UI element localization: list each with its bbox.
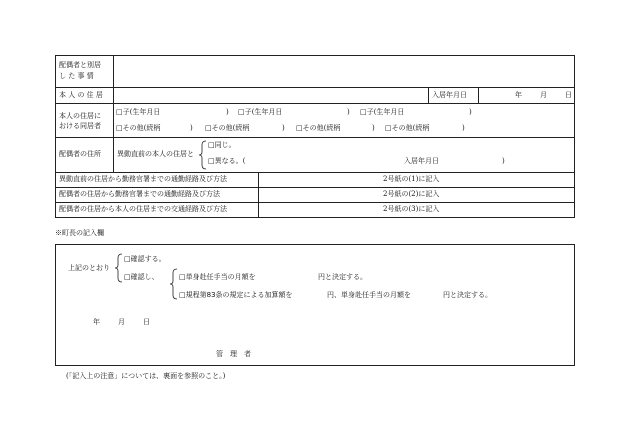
child-checkbox[interactable]: □子(生年月日	[238, 108, 283, 116]
additional-amount-checkbox[interactable]: □規程第83条の規定による加算額を	[179, 291, 293, 299]
other-relative-checkbox[interactable]: □その他(続柄	[116, 124, 161, 132]
table-rule	[55, 87, 575, 88]
bracket-close: )	[502, 157, 505, 165]
route-label: 配偶者の住居から勤務官署までの通勤経路及び方法	[59, 190, 220, 198]
brace-icon	[199, 140, 207, 170]
bracket-close: )	[469, 108, 472, 116]
table-rule	[55, 202, 575, 203]
route-value: 2号紙の(1)に記入	[383, 175, 440, 183]
row-label-cohabitants: おける同居者	[59, 122, 101, 130]
bracket-close: )	[190, 124, 193, 132]
mayor-section-heading: ※町長の記入欄	[55, 229, 104, 237]
other-relative-checkbox[interactable]: □その他(続柄	[385, 124, 430, 132]
route-label: 異動直前の住居から勤務官署までの通勤経路及び方法	[59, 175, 227, 183]
table-border-left	[55, 55, 56, 218]
allowance-amount-checkbox[interactable]: □単身赴任手当の月額を	[179, 273, 256, 281]
bracket-close: )	[282, 124, 285, 132]
row-label-spouse-address: 配偶者の住所	[59, 150, 101, 158]
separation-reason-field[interactable]	[115, 57, 572, 86]
brace-icon	[115, 253, 123, 283]
own-residence-field[interactable]	[115, 89, 426, 102]
move-in-date-label: 入居年月日	[404, 157, 439, 165]
footer-note: (「記入上の注意」については、裏面を参照のこと。)	[66, 372, 226, 380]
table-label-divider	[113, 55, 114, 173]
additional-amount-text: 円、単身赴任手当の月額を	[327, 291, 411, 299]
box-border-left	[55, 244, 56, 366]
decision-date-day: 日	[143, 318, 150, 326]
row-label-separation-reason: し た 事 情	[59, 72, 94, 80]
route-value: 2号紙の(3)に記入	[383, 205, 440, 213]
table-rule	[55, 103, 575, 104]
row-label-separation-reason: 配偶者と別居	[59, 61, 101, 69]
spouse-address-prefix: 異動直前の本人の住居と	[117, 150, 194, 158]
child-checkbox[interactable]: □子(生年月日	[116, 108, 161, 116]
row-label-cohabitants: 本人の住居に	[59, 112, 101, 120]
date-year: 年	[515, 91, 522, 99]
brace-icon	[170, 268, 178, 300]
box-border-top	[55, 244, 575, 245]
decision-date-month: 月	[118, 318, 125, 326]
table-border-right	[574, 55, 575, 218]
table-rule	[55, 172, 575, 173]
date-month: 月	[540, 91, 547, 99]
other-relative-checkbox[interactable]: □その他(続柄	[205, 124, 250, 132]
table-route-divider	[258, 172, 259, 218]
table-rule	[55, 187, 575, 188]
bracket-close: )	[226, 108, 229, 116]
confirmation-intro: 上記のとおり	[68, 264, 110, 272]
box-border-right	[574, 244, 575, 366]
other-relative-checkbox[interactable]: □その他(続柄	[296, 124, 341, 132]
allowance-decision-text: 円と決定する。	[318, 273, 367, 281]
confirm-checkbox[interactable]: □確認する。	[124, 255, 166, 263]
table-rule	[55, 137, 575, 138]
bracket-close: )	[347, 108, 350, 116]
table-border-top	[55, 55, 575, 56]
child-checkbox[interactable]: □子(生年月日	[360, 108, 405, 116]
different-address-checkbox[interactable]: □異なる。(	[208, 157, 246, 165]
table-date-divider	[428, 87, 429, 104]
table-date-divider	[478, 87, 479, 104]
bracket-close: )	[462, 124, 465, 132]
box-border-bottom	[55, 365, 575, 366]
manager-label: 管 理 者	[216, 350, 251, 358]
route-value: 2号紙の(2)に記入	[383, 190, 440, 198]
confirm-with-decision-checkbox[interactable]: □確認し、	[124, 273, 159, 281]
table-border-bottom	[55, 217, 575, 218]
route-label: 配偶者の住居から本人の住居までの交通経路及び方法	[59, 205, 227, 213]
decision-date-year: 年	[93, 318, 100, 326]
bracket-close: )	[372, 124, 375, 132]
same-address-checkbox[interactable]: □同じ。	[208, 141, 236, 149]
row-label-own-residence: 本 人 の 住 居	[59, 91, 103, 99]
allowance-decision-text: 円と決定する。	[443, 291, 492, 299]
move-in-date-label: 入居年月日	[432, 91, 467, 99]
date-day: 日	[565, 91, 572, 99]
